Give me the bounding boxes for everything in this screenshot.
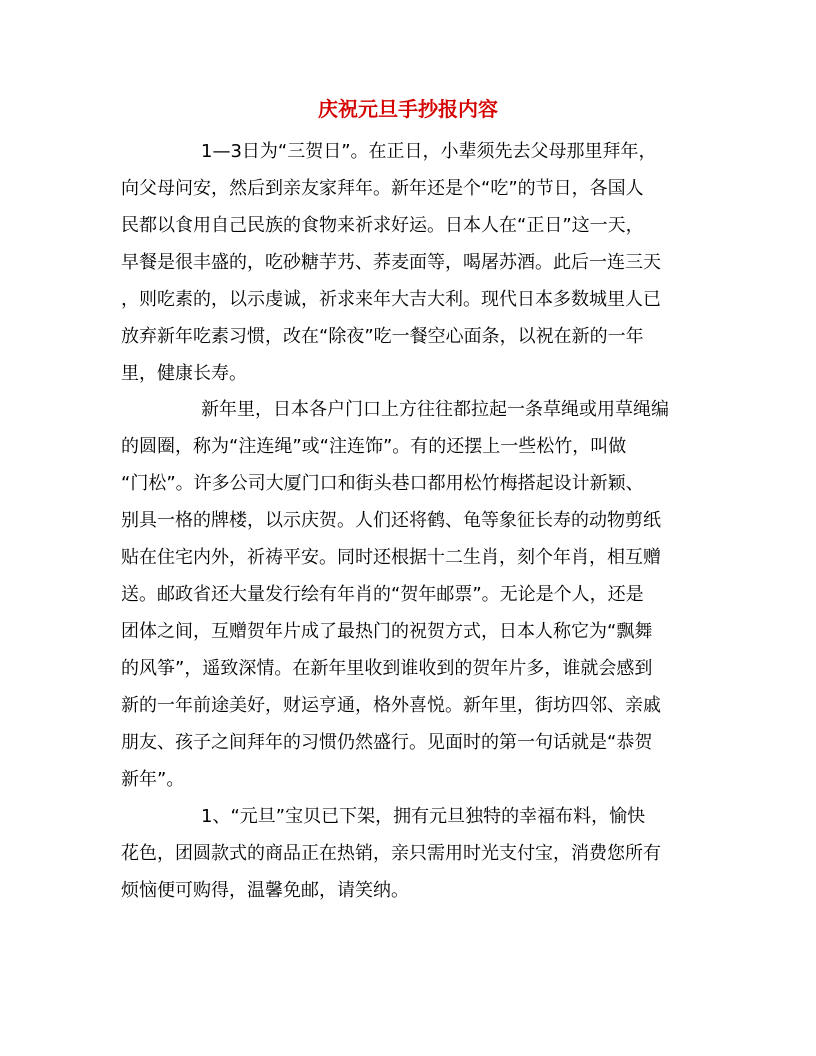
- text-line: 的风筝”，遥致深情。在新年里收到谁收到的贺年片多，谁就会感到: [121, 658, 653, 679]
- text-line: 早餐是很丰盛的，吃砂糖芋艿、荞麦面等，喝屠苏酒。此后一连三天: [121, 252, 661, 273]
- text-line: 新的一年前途美好，财运亨通，格外喜悦。新年里，街坊四邻、亲戚: [121, 695, 661, 716]
- text-line: 的圆圈，称为“注连绳”或“注连饰”。有的还摆上一些松竹，叫做: [121, 436, 627, 457]
- text-line: 新年里，日本各户门口上方往往都拉起一条草绳或用草绳编: [201, 399, 669, 420]
- text-line: ，则吃素的，以示虔诚，祈求来年大吉大利。现代日本多数城里人已: [121, 289, 661, 310]
- text-line: 烦恼便可购得，温馨免邮，请笑纳。: [121, 880, 409, 901]
- text-line: 1—3日为“三贺日”。在正日，小辈须先去父母那里拜年，: [201, 141, 657, 162]
- text-line: 别具一格的牌楼，以示庆贺。人们还将鹤、龟等象征长寿的动物剪纸: [121, 510, 661, 531]
- page-title: 庆祝元旦手抄报内容: [318, 97, 498, 121]
- text-line: 向父母问安，然后到亲友家拜年。新年还是个“吃”的节日，各国人: [121, 178, 644, 199]
- text-line: 新年”。: [121, 769, 185, 790]
- text-line: 花色，团圆款式的商品正在热销，亲只需用时光支付宝，消费您所有: [121, 843, 661, 864]
- text-line: 里，健康长寿。: [121, 363, 247, 384]
- text-line: 1、“元旦”宝贝已下架，拥有元旦独特的幸福布料，愉快: [201, 806, 646, 827]
- text-line: 放弃新年吃素习惯，改在“除夜”吃一餐空心面条，以祝在新的一年: [121, 326, 644, 347]
- text-line: 朋友、孩子之间拜年的习惯仍然盛行。见面时的第一句话就是“恭贺: [121, 732, 653, 753]
- text-line: “门松”。许多公司大厦门口和街头巷口都用松竹梅搭起设计新颖、: [121, 473, 644, 494]
- text-line: 民都以食用自己民族的食物来祈求好运。日本人在“正日”这一天，: [121, 215, 644, 236]
- text-line: 团体之间，互赠贺年片成了最热门的祝贺方式，日本人称它为“飘舞: [121, 621, 653, 642]
- text-line: 贴在住宅内外，祈祷平安。同时还根据十二生肖，刻个年肖，相互赠: [121, 547, 661, 568]
- text-line: 送。邮政省还大量发行绘有年肖的“贺年邮票”。无论是个人，还是: [121, 584, 644, 605]
